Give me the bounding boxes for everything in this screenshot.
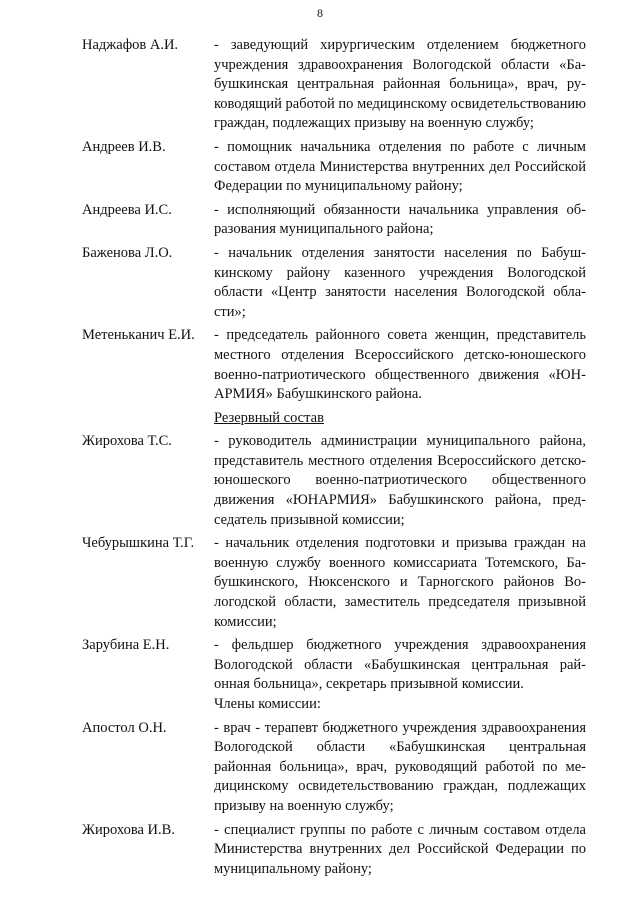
member-description: - председатель районного совета женщин, представитель местного отделения Всероссийского детско-юношеского военно-патриотического общественного движения «ЮНАРМИЯ» Бабушкинского района.	[214, 327, 586, 403]
list-item	[0, 534, 640, 632]
member-name: Чебурышкина Т.Г.	[82, 535, 195, 552]
member-description: - заведующий хирургическим отделением бюджетного учреждения здравоохранения Вологодской области «Бабушкинская центральная районная больница», врач, руководящий работой по медицинскому освидетельствованию граждан, подлежащих призыву на военную службу;	[214, 37, 586, 132]
member-name: Метенькaнич Е.И.	[82, 327, 195, 344]
list-item	[0, 719, 640, 817]
member-description: - начальник отделения подготовки и призыва граждан на военную службу военного комиссариата Тотемского, Бабушкинского, Нюксенского и Тарногского районов Вологодской области, заместитель председателя призывной комиссии;	[214, 535, 586, 630]
member-name: Андреева И.С.	[82, 201, 172, 218]
member-description: - фельдшер бюджетного учреждения здравоохранения Вологодской области «Бабушкинская центральная районная больница», секретарь призывной комиссии.	[214, 637, 586, 693]
page-number: 8	[317, 6, 323, 20]
member-description: - врач - терапевт бюджетного учреждения здравоохранения Вологодской области «Бабушкинская центральная районная больница», врач, руководящий работой по медицинскому освидетельствованию граждан, подлежащих призыву на военную службу;	[214, 719, 586, 814]
reserve-heading: Резервный состав	[214, 409, 324, 426]
commission-list	[0, 36, 640, 883]
member-name: Апостол О.Н.	[82, 719, 167, 736]
list-item	[0, 432, 640, 530]
list-item	[0, 821, 640, 880]
member-description: - руководитель администрации муниципального района, представитель местного отделения Всероссийского детско-юношеского военно-патриотического общественного движения «ЮНАРМИЯ» Бабушкинского района, председатель призывной комиссии;	[214, 433, 586, 528]
member-name: Зарубина Е.Н.	[82, 637, 170, 654]
list-item	[0, 326, 640, 404]
members-heading: Члены комиссии:	[214, 696, 321, 712]
member-name: Наджафов А.И.	[82, 37, 179, 53]
list-item	[0, 636, 640, 695]
list-item	[0, 244, 640, 322]
list-item	[0, 36, 640, 134]
member-name: Андреев И.В.	[82, 138, 166, 155]
list-item	[0, 201, 640, 240]
member-description: - исполняющий обязанности начальника управления образования муниципального района;	[214, 201, 586, 238]
member-name: Жирохова Т.С.	[82, 433, 172, 450]
member-description: - специалист группы по работе с личным составом отдела Министерства внутренних дел Российской Федерации по муниципальному району;	[214, 821, 586, 877]
member-name: Баженова Л.О.	[82, 244, 173, 261]
list-item	[0, 138, 640, 197]
member-name: Жирохова И.В.	[82, 821, 175, 838]
member-description: - начальник отделения занятости населения по Бабушкинскому району казенного учреждения Вологодской области «Центр занятости населения Вологодской области»;	[214, 244, 586, 320]
member-description: - помощник начальника отделения по работе с личным составом отдела Министерства внутренних дел Российской Федерации по муниципальному району;	[214, 138, 586, 195]
